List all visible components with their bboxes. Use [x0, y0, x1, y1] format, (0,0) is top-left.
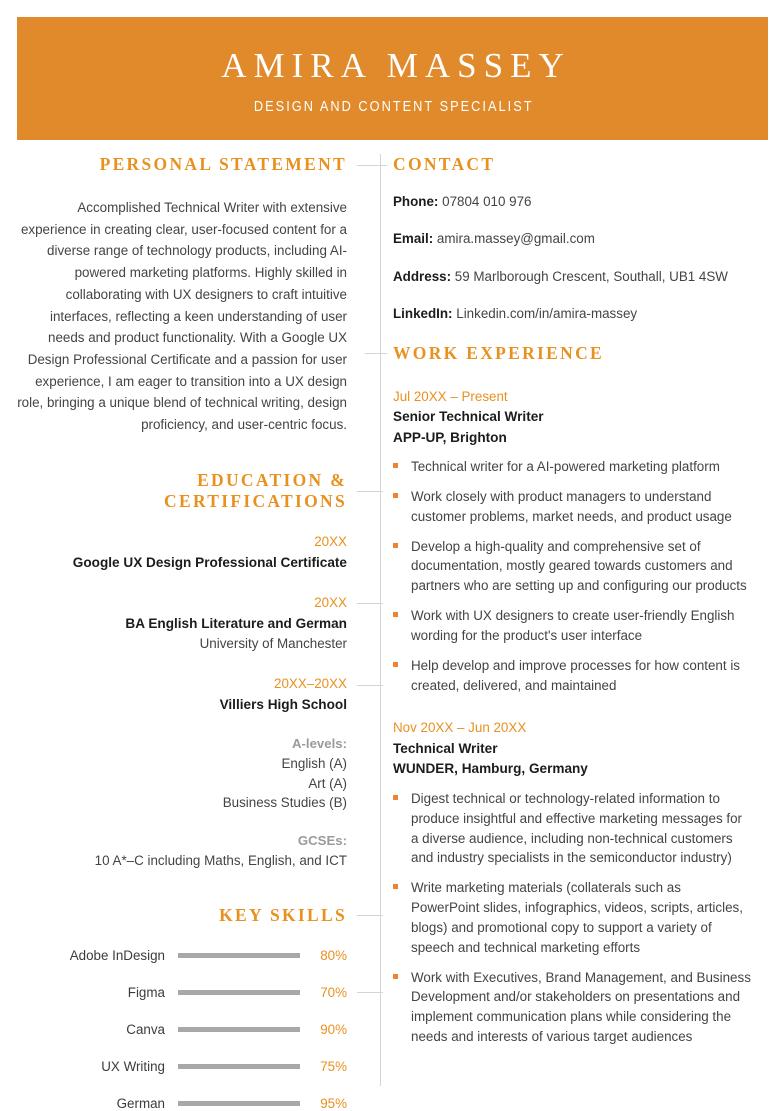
qualification-group: [17, 734, 347, 812]
qualification-line: Business Studies (B): [222, 794, 347, 810]
contact-label: Email:: [393, 231, 434, 247]
education-institution: University of Manchester: [199, 636, 347, 652]
skill-percentage: 90%: [320, 1021, 347, 1037]
job-bullet-text: Work closely with product managers to understand customer problems, market needs, and product usage: [411, 489, 732, 524]
education-date: 20XX–20XX: [17, 674, 347, 695]
education-title: BA English Literature and German: [125, 615, 347, 631]
right-column: [364, 154, 751, 1111]
job-bullet-text: Write marketing materials (collaterals such as PowerPoint slides, infographics, videos, scripts, articles, blogs) and promotional copy to support a variety of speech and technical marketing efforts: [411, 880, 743, 955]
job-bullet: [393, 537, 751, 596]
skill-row: [17, 985, 347, 1000]
contact-value[interactable]: Linkedin.com/in/amira-massey: [456, 306, 638, 322]
job-bullet-list: [393, 457, 751, 695]
job-bullet: [393, 606, 751, 646]
skill-name: Figma: [127, 984, 165, 1000]
contact-label: LinkedIn:: [393, 306, 453, 322]
job-bullet: [393, 968, 751, 1047]
square-bullet-icon: [393, 606, 411, 646]
skill-bar-track: [178, 953, 300, 958]
candidate-name: AMIRA MASSEY: [221, 45, 571, 85]
education-entry: [17, 674, 347, 715]
skill-percentage: 95%: [320, 1095, 347, 1111]
section-heading-contact: CONTACT: [393, 154, 751, 175]
job-date: Jul 20XX – Present: [393, 388, 508, 404]
job-bullet: [393, 878, 751, 957]
contact-value: 59 Marlborough Crescent, Southall, UB1 4SW: [454, 268, 728, 284]
qualification-line: English (A): [281, 756, 347, 772]
qualification-label: GCSEs:: [297, 833, 347, 849]
skill-row: [17, 1059, 347, 1074]
qualification-line: Art (A): [308, 775, 347, 791]
skill-percentage: 70%: [320, 984, 347, 1000]
skill-percentage: 75%: [320, 1058, 347, 1074]
header-banner: [17, 17, 768, 140]
education-title: Google UX Design Professional Certificate: [72, 554, 347, 570]
education-entry: [17, 532, 347, 573]
job-company: APP-UP, Brighton: [393, 429, 507, 445]
candidate-title: DESIGN AND CONTENT SPECIALIST: [253, 99, 534, 116]
contact-item-phone: [393, 192, 751, 211]
skill-row: [17, 948, 347, 963]
job-bullet-text: Work with Executives, Brand Management, and Business Development and/or stakeholders on presentations and implement communication plans while considering the needs and interests of various target audiences: [411, 969, 751, 1044]
education-title: Villiers High School: [219, 696, 347, 712]
education-entry: [17, 593, 347, 654]
contact-value[interactable]: 07804 010 976: [442, 194, 532, 209]
square-bullet-icon: [393, 789, 411, 868]
square-bullet-icon: [393, 656, 411, 696]
skill-bar-track: [178, 1064, 300, 1069]
education-date: 20XX: [314, 533, 347, 549]
job-bullet: [393, 487, 751, 527]
contact-item-address: [393, 267, 751, 286]
job-bullet: [393, 457, 751, 477]
job-bullet-text: Help develop and improve processes for how content is created, delivered, and maintained: [411, 657, 740, 693]
job-entry: [393, 387, 751, 696]
personal-statement-body: Accomplished Technical Writer with extensive experience in creating clear, user-focused content for a diverse range of technology products, including AI-powered marketing platforms. Highly skilled in collaborating with UX designers to craft intuitive interfaces, reflecting a keen understanding of user needs and product functionality. With a Google UX Design Professional Certificate and a passion for user experience, I am eager to transition into a UX design role, bringing a unique blend of technical writing, design proficiency, and user-centric focus.: [17, 200, 347, 433]
skill-bar-track: [178, 1101, 300, 1106]
skill-name: Adobe InDesign: [69, 947, 165, 963]
skill-bar-track: [178, 990, 300, 995]
square-bullet-icon: [393, 878, 411, 957]
education-date: 20XX: [17, 593, 347, 614]
job-bullet-text: Technical writer for a AI-powered marketing platform: [411, 459, 720, 475]
square-bullet-icon: [393, 457, 411, 477]
job-bullet-text: Digest technical or technology-related information to produce insightful and effective marketing messages for a diverse audience, including non-technical customers and industry specialists in the semiconductor industry): [411, 790, 742, 866]
skill-row: [17, 1096, 347, 1111]
contact-label: Address:: [393, 268, 452, 284]
contact-item-linkedin: [393, 304, 751, 323]
job-bullet-text: Work with UX designers to create user-friendly English wording for the product's user interface: [411, 608, 735, 643]
qualification-label: A-levels:: [292, 736, 347, 752]
skill-name: UX Writing: [101, 1058, 165, 1074]
skill-name: German: [116, 1095, 165, 1111]
qualification-group: [17, 831, 347, 870]
section-heading-education: EDUCATION & CERTIFICATIONS: [17, 470, 347, 512]
square-bullet-icon: [393, 968, 411, 1047]
square-bullet-icon: [393, 537, 411, 596]
job-bullet: [393, 656, 751, 696]
contact-value[interactable]: amira.massey@gmail.com: [436, 231, 595, 247]
contact-list: [393, 192, 751, 324]
skill-percentage: 80%: [320, 947, 347, 963]
left-column: [17, 154, 364, 1111]
contact-item-email: [393, 229, 751, 248]
skill-row: [17, 1022, 347, 1037]
section-heading-key-skills: KEY SKILLS: [17, 905, 347, 926]
skill-name: Canva: [126, 1021, 165, 1037]
contact-label: Phone:: [393, 194, 439, 209]
job-role: Senior Technical Writer: [393, 408, 544, 424]
job-bullet-text: Develop a high-quality and comprehensive set of documentation, mostly geared towards customers and partners who are setting up and configuring our products: [411, 538, 747, 594]
square-bullet-icon: [393, 487, 411, 527]
job-date: Nov 20XX – Jun 20XX: [393, 720, 527, 736]
skill-bar-track: [178, 1027, 300, 1032]
qualification-line: 10 A*–C including Maths, English, and ICT: [94, 853, 347, 869]
job-role: Technical Writer: [393, 740, 498, 756]
section-heading-personal-statement: PERSONAL STATEMENT: [17, 154, 347, 175]
resume-body: [17, 154, 767, 1111]
section-heading-work-experience: WORK EXPERIENCE: [393, 343, 751, 364]
job-bullet-list: [393, 789, 751, 1047]
job-entry: [393, 718, 751, 1046]
column-divider: [380, 154, 381, 1086]
job-company: WUNDER, Hamburg, Germany: [393, 761, 588, 777]
job-bullet: [393, 789, 751, 868]
